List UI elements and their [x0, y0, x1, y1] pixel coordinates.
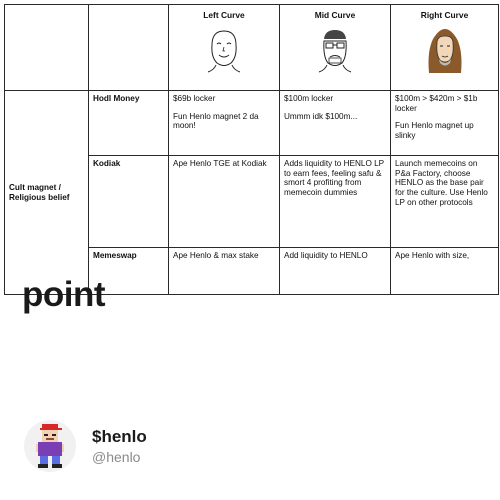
nerd-wojak-icon: [315, 27, 355, 73]
mid-curve-cell: [280, 156, 391, 248]
author-block[interactable]: [24, 420, 147, 472]
right-curve-cell: [391, 91, 499, 156]
mid-curve-label: Mid Curve: [314, 10, 356, 20]
cell-text: Add liquidity to HENLO: [284, 251, 368, 260]
empty-corner-cell: [5, 5, 89, 91]
mid-curve-header: [280, 5, 391, 91]
left-curve-cell: [169, 248, 280, 295]
project-name: Memeswap: [89, 248, 169, 295]
author-text: [92, 426, 147, 466]
mid-curve-cell: [280, 91, 391, 156]
pixel-character-icon: [30, 424, 70, 468]
right-curve-cell: [391, 156, 499, 248]
tweet-text: point: [22, 275, 106, 314]
curve-comparison-table: [4, 4, 499, 295]
cell-text: $69b locker: [173, 94, 216, 103]
empty-header-cell: [89, 5, 169, 91]
smiling-wojak-icon: [204, 27, 244, 73]
avatar[interactable]: [24, 420, 76, 472]
cell-text: Ape Henlo & max stake: [173, 251, 259, 260]
header-row: [5, 5, 499, 91]
left-curve-cell: [169, 91, 280, 156]
hooded-monk-wojak-icon: [425, 27, 465, 73]
right-curve-header: [391, 5, 499, 91]
left-curve-label: Left Curve: [203, 10, 245, 20]
cell-text: $100m > $420m > $1b locker: [395, 94, 478, 113]
right-curve-label: Right Curve: [420, 10, 469, 20]
cell-text: Launch memecoins on P&a Factory, choose HENLO as the base pair for the culture. Use Henlo LP on other protocols: [395, 159, 488, 207]
left-curve-header: [169, 5, 280, 91]
project-name: Hodl Money: [89, 91, 169, 156]
cell-text: Ape Henlo with size,: [395, 251, 470, 260]
project-name: Kodiak: [89, 156, 169, 248]
author-display-name[interactable]: $henlo: [92, 427, 147, 446]
cell-text: Fun Henlo magnet 2 da moon!: [173, 111, 259, 131]
right-curve-cell: [391, 248, 499, 295]
cell-text: $100m locker: [284, 94, 334, 103]
cell-text: Ape Henlo TGE at Kodiak: [173, 159, 267, 168]
left-curve-cell: [169, 156, 280, 248]
cell-text: Adds liquidity to HENLO LP to earn fees, feeling safu & smort 4 profiting from memecoin dummies: [284, 159, 384, 198]
author-handle[interactable]: @henlo: [92, 449, 141, 465]
row-group-label: Cult magnet / Religious belief: [5, 91, 89, 295]
mid-curve-cell: [280, 248, 391, 295]
cell-text: Ummm idk $100m...: [284, 111, 358, 121]
cell-text: Fun Henlo magnet up slinky: [395, 121, 474, 141]
table-row: [5, 91, 499, 156]
